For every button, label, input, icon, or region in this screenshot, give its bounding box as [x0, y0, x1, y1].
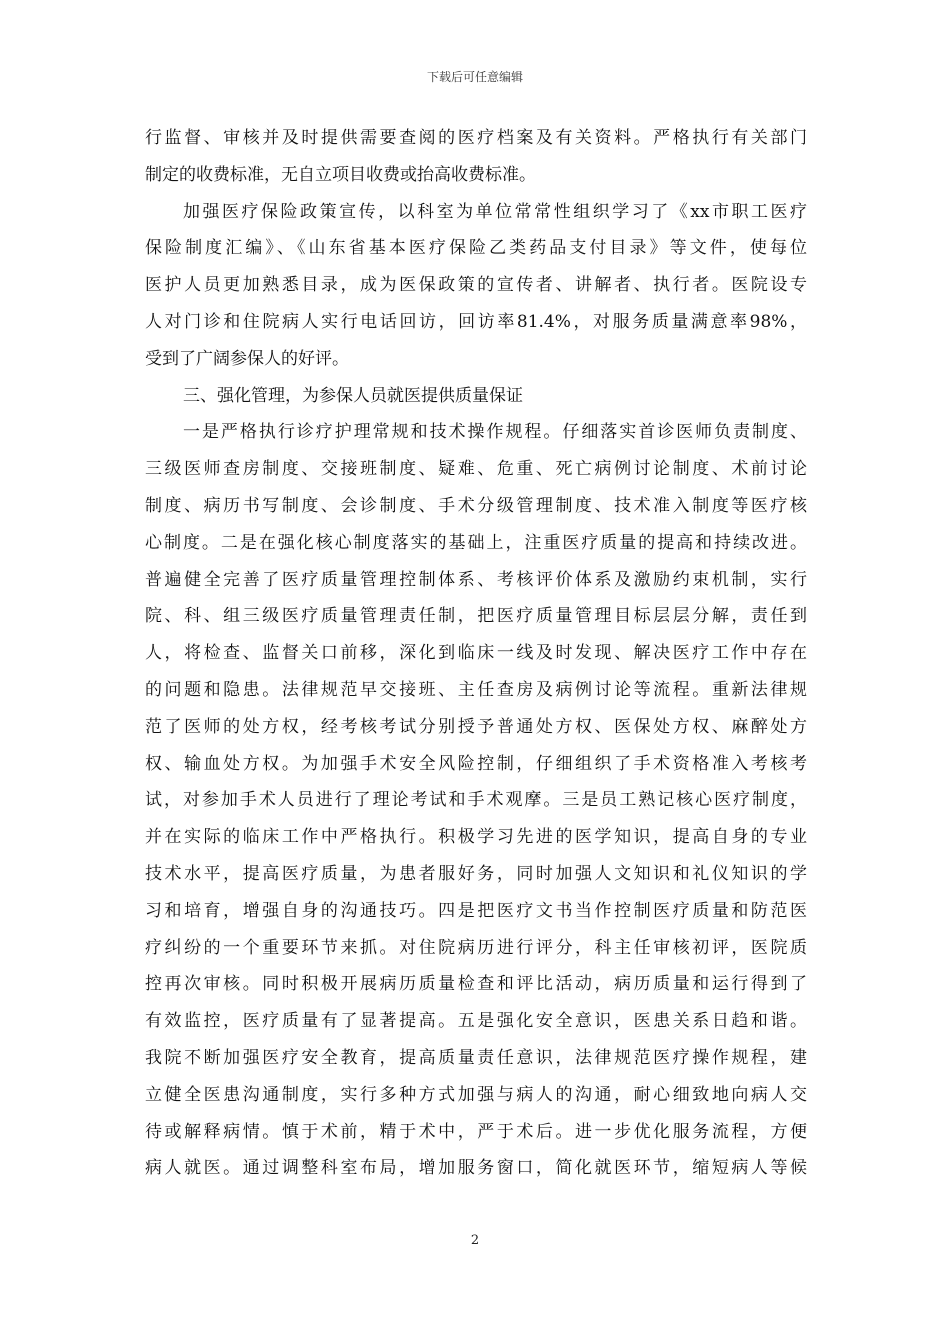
- text-line: 我院不断加强医疗安全教育，提高质量责任意识，法律规范医疗操作规程，建: [145, 1047, 807, 1068]
- text-line: 待或解释病情。慎于术前，精于术中，严于术后。进一步优化服务流程，方便: [145, 1121, 807, 1142]
- text-line: 立健全医患沟通制度，实行多种方式加强与病人的沟通，耐心细致地向病人交: [145, 1084, 807, 1105]
- paragraph-start-line: 一是严格执行诊疗护理常规和技术操作规程。仔细落实首诊医师负责制度、: [183, 422, 807, 443]
- text-line: 医护人员更加熟悉目录，成为医保政策的宣传者、讲解者、执行者。医院设专: [145, 275, 807, 296]
- paragraph-start-line: 加强医疗保险政策宣传，以科室为单位常常性组织学习了《xx市职工医疗: [183, 201, 807, 222]
- text-line: 权、输血处方权。为加强手术安全风险控制，仔细组织了手术资格准入考核考: [145, 753, 807, 774]
- document-body: [145, 120, 807, 1187]
- text-line: 保险制度汇编》、《山东省基本医疗保险乙类药品支付目录》等文件，使每位: [145, 238, 807, 259]
- text-line: 习和培育，增强自身的沟通技巧。四是把医疗文书当作控制医疗质量和防范医: [145, 900, 807, 921]
- text-line: 三级医师查房制度、交接班制度、疑难、危重、死亡病例讨论制度、术前讨论: [145, 459, 807, 480]
- text-line: 行监督、审核并及时提供需要查阅的医疗档案及有关资料。严格执行有关部门: [145, 128, 807, 148]
- text-line: 技术水平，提高医疗质量，为患者服好务，同时加强人文知识和礼仪知识的学: [145, 863, 807, 884]
- text-line: 的问题和隐患。法律规范早交接班、主任查房及病例讨论等流程。重新法律规: [145, 679, 807, 700]
- text-line: 人，将检查、监督关口前移，深化到临床一线及时发现、解决医疗工作中存在: [145, 643, 807, 664]
- text-line: 试，对参加手术人员进行了理论考试和手术观摩。三是员工熟记核心医疗制度，: [145, 790, 807, 811]
- page-header-note: 下载后可任意编辑: [426, 70, 523, 84]
- text-line: 制定的收费标准，无自立项目收费或抬高收费标准。: [145, 164, 536, 185]
- text-line: 病人就医。通过调整科室布局，增加服务窗口，简化就医环节，缩短病人等候: [145, 1158, 807, 1179]
- text-line: 并在实际的临床工作中严格执行。积极学习先进的医学知识，提高自身的专业: [145, 827, 807, 848]
- text-line: 范了医师的处方权，经考核考试分别授予普通处方权、医保处方权、麻醉处方: [145, 716, 807, 737]
- text-line: 受到了广阔参保人的好评。: [145, 348, 349, 369]
- text-line: 制度、病历书写制度、会诊制度、手术分级管理制度、技术准入制度等医疗核: [145, 495, 807, 516]
- text-line: 心制度。二是在强化核心制度落实的基础上，注重医疗质量的提高和持续改进。: [145, 532, 807, 553]
- page-number: 2: [470, 1233, 480, 1248]
- section-heading: 三、强化管理，为参保人员就医提供质量保证: [183, 385, 523, 406]
- text-line: 控再次审核。同时积极开展病历质量检查和评比活动，病历质量和运行得到了: [145, 974, 807, 995]
- text-line: 普遍健全完善了医疗质量管理控制体系、考核评价体系及激励约束机制，实行: [145, 569, 807, 590]
- text-line: 疗纠纷的一个重要环节来抓。对住院病历进行评分，科主任审核初评，医院质: [145, 937, 807, 958]
- text-line: 人对门诊和住院病人实行电话回访，回访率81.4%，对服务质量满意率98%，: [145, 311, 807, 332]
- text-line: 有效监控，医疗质量有了显著提高。五是强化安全意识，医患关系日趋和谐。: [145, 1011, 807, 1032]
- text-line: 院、科、组三级医疗质量管理责任制，把医疗质量管理目标层层分解，责任到: [145, 606, 807, 627]
